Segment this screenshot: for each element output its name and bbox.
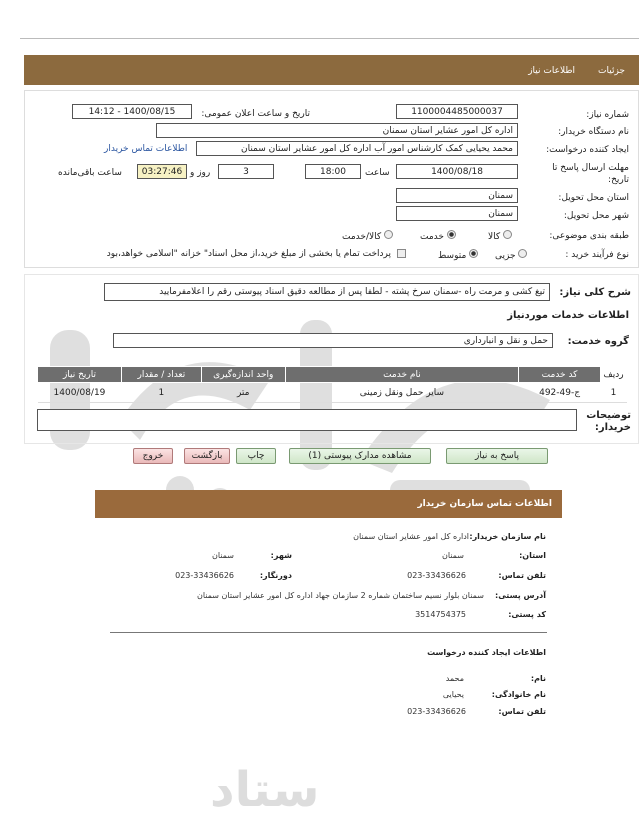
requester-label: ایجاد کننده درخواست: xyxy=(546,145,629,155)
header-subtitle[interactable]: اطلاعات نیاز xyxy=(528,66,575,76)
contact-province-value: سمنان xyxy=(441,551,464,560)
contact-phone-value: 023-33436626 xyxy=(407,571,466,580)
announce-field: 1400/08/15 - 14:12 xyxy=(72,104,192,119)
contact-header xyxy=(95,490,562,518)
need-number-label: شماره نیاز: xyxy=(586,110,629,120)
contact-fax-label: دورنگار: xyxy=(259,571,292,580)
contact-phone-label: تلفن تماس: xyxy=(498,571,546,580)
days-label: روز و xyxy=(190,168,211,178)
exit-button[interactable]: خروج xyxy=(133,448,173,464)
contact-postal-label: کد پستی: xyxy=(508,610,546,619)
radio-goods[interactable] xyxy=(503,230,512,239)
deadline-label: مهلت ارسال پاسخ تا تاریخ: xyxy=(552,163,629,185)
col-date: تاریخ نیاز xyxy=(38,367,122,383)
province-label: استان محل تحویل: xyxy=(558,193,629,203)
reply-button[interactable]: پاسخ به نیاز xyxy=(446,448,548,464)
contact-city-label: شهر: xyxy=(270,551,292,560)
category-option-both[interactable]: کالا/خدمت xyxy=(342,230,393,242)
col-code: کد خدمت xyxy=(519,367,601,383)
print-button[interactable]: چاپ xyxy=(236,448,276,464)
radio-both[interactable] xyxy=(384,230,393,239)
contact-address-value: سمنان بلوار نسیم ساختمان شماره 2 سازمان جهاد اداره کل امور عشایر استان سمنان xyxy=(196,591,484,600)
buyer-notes-label: توضیحات خریدار: xyxy=(586,410,631,433)
cell-row: 1 xyxy=(601,383,627,403)
description-label: شرح کلی نیاز: xyxy=(559,287,631,298)
buyer-org-field: اداره کل امور عشایر استان سمنان xyxy=(156,123,518,138)
need-number-field: 1100004485000037 xyxy=(396,104,518,119)
remaining-time-field: 03:27:46 xyxy=(137,164,187,179)
services-title: اطلاعات خدمات موردنیاز xyxy=(507,310,629,321)
services-table xyxy=(37,366,627,403)
radio-medium[interactable] xyxy=(469,249,478,258)
process-option-medium[interactable]: متوسط xyxy=(438,249,478,261)
radio-minor[interactable] xyxy=(518,249,527,258)
contact-address-label: آدرس پستی: xyxy=(495,591,546,600)
city-label: شهر محل تحویل: xyxy=(563,211,629,221)
group-field: حمل و نقل و انبارداری xyxy=(113,333,553,348)
creator-name-label: نام: xyxy=(530,674,546,683)
cell-unit: متر xyxy=(201,383,285,403)
contact-province-label: استان: xyxy=(519,551,546,560)
buyer-notes-field xyxy=(37,409,577,431)
watermark-text: ستاد xyxy=(210,762,320,818)
contact-city-value: سمنان xyxy=(211,551,234,560)
deadline-date-field: 1400/08/18 xyxy=(396,164,518,179)
contact-fax-value: 023-33436626 xyxy=(175,571,234,580)
back-button[interactable]: بازگشت xyxy=(184,448,230,464)
payment-note: پرداخت تمام یا بخشی از مبلغ خرید،از محل اسناد" خزانه "اسلامی خواهد،بود xyxy=(106,249,391,259)
remaining-label: ساعت باقی‌مانده xyxy=(58,168,122,178)
creator-phone-label: تلفن تماس: xyxy=(498,707,546,716)
deadline-time-field: 18:00 xyxy=(305,164,361,179)
days-field: 3 xyxy=(218,164,274,179)
time-label: ساعت xyxy=(365,168,390,178)
radio-service[interactable] xyxy=(447,230,456,239)
creator-family-value: یحیایی xyxy=(442,690,464,699)
creator-name-value: محمد xyxy=(445,674,464,683)
buyer-contact-link[interactable]: اطلاعات تماس خریدار xyxy=(104,144,188,154)
process-option-minor[interactable]: جزیی xyxy=(495,249,527,261)
payment-note-row xyxy=(66,249,406,259)
contact-org-label: نام سازمان خریدار: xyxy=(469,532,546,541)
page-header xyxy=(24,55,639,85)
contact-postal-value: 3514754375 xyxy=(415,610,466,619)
category-label: طبقه بندی موضوعی: xyxy=(549,231,629,241)
category-option-goods[interactable]: کالا xyxy=(488,230,512,242)
cell-qty: 1 xyxy=(121,383,201,403)
city-field: سمنان xyxy=(396,206,518,221)
top-divider xyxy=(20,38,639,39)
cell-name: سایر حمل ونقل زمینی xyxy=(285,383,518,403)
col-row: ردیف xyxy=(601,367,627,383)
process-label: نوع فرآیند خرید : xyxy=(565,250,629,260)
col-name: نام خدمت xyxy=(285,367,518,383)
contact-org-value: اداره کل امور عشایر استان سمنان xyxy=(353,532,469,541)
col-qty: تعداد / مقدار xyxy=(121,367,201,383)
announce-label: تاریخ و ساعت اعلان عمومی: xyxy=(201,109,310,119)
creator-title: اطلاعات ایجاد کننده درخواست xyxy=(427,648,546,657)
category-option-service[interactable]: خدمت xyxy=(420,230,456,242)
creator-phone-value: 023-33436626 xyxy=(407,707,466,716)
requester-field: محمد یحیایی کمک کارشناس امور آب اداره کل امور عشایر استان سمنان xyxy=(196,141,518,156)
payment-checkbox[interactable] xyxy=(397,249,406,258)
creator-family-label: نام خانوادگی: xyxy=(491,690,546,699)
description-field: تیغ کشی و مرمت راه -سمنان سرخ پشته - لطفا پس از مطالعه دقیق اسناد پیوستی رقم را اعلامفرمایید xyxy=(104,283,550,301)
province-field: سمنان xyxy=(396,188,518,203)
table-row[interactable] xyxy=(38,383,627,403)
buyer-org-label: نام دستگاه خریدار: xyxy=(558,127,629,137)
contact-divider xyxy=(110,632,547,633)
contact-title: اطلاعات تماس سازمان خریدار xyxy=(417,499,552,509)
table-header-row xyxy=(38,367,627,383)
cell-code: ج-49-492 xyxy=(519,383,601,403)
group-label: گروه خدمت: xyxy=(567,336,629,347)
cell-date: 1400/08/19 xyxy=(38,383,122,403)
view-docs-button[interactable]: مشاهده مدارک پیوستی (1) xyxy=(289,448,431,464)
col-unit: واحد اندازه‌گیری xyxy=(201,367,285,383)
header-title[interactable]: جزئیات xyxy=(598,66,625,76)
